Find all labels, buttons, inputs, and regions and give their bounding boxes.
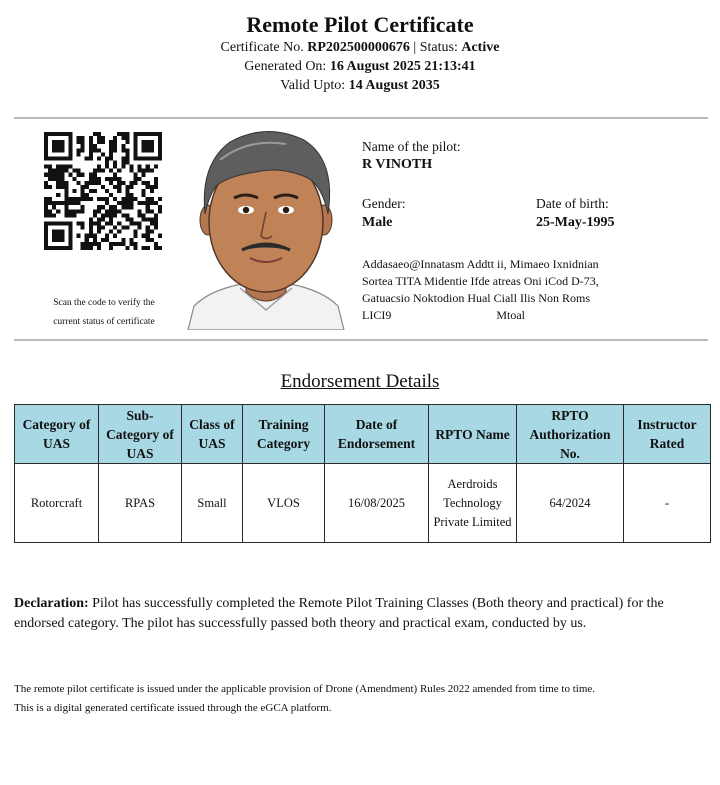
column-header: RPTO Authorization No. xyxy=(517,405,624,464)
page-title: Remote Pilot Certificate xyxy=(246,12,474,37)
pilot-name: R VINOTH xyxy=(362,157,433,172)
table-header-row xyxy=(15,405,711,464)
separator: | xyxy=(413,40,420,55)
declaration xyxy=(14,594,706,634)
generated-label: Generated On: xyxy=(244,59,327,74)
valid-label: Valid Upto: xyxy=(280,78,346,93)
table-row xyxy=(15,464,711,543)
generated-on: 16 August 2025 21:13:41 xyxy=(329,59,476,74)
qr-caption xyxy=(24,294,184,332)
gender-label: Gender: xyxy=(362,196,406,211)
certificate-number-line xyxy=(0,38,720,57)
pilot-photo xyxy=(186,124,346,330)
divider-top xyxy=(14,117,708,119)
certificate-header xyxy=(0,12,720,95)
column-header: Category of UAS xyxy=(15,405,99,464)
footer-line1: The remote pilot certificate is issued under the applicable provision of Drone (Amendment) Rules 2022 amended from time to time. xyxy=(14,683,596,695)
column-header: RPTO Name xyxy=(429,405,517,464)
declaration-text: Pilot has successfully completed the Remote Pilot Training Classes (Both theory and practical) for the endorsed category. The pilot has successfully passed both theory and practical exam, conducted by us. xyxy=(14,596,664,631)
table-cell: 16/08/2025 xyxy=(325,464,429,543)
footer-note xyxy=(14,680,714,718)
certificate-number-label: Certificate No. xyxy=(220,40,304,55)
column-header: Class of UAS xyxy=(182,405,243,464)
qr-caption-line2: current status of certificate xyxy=(53,317,155,327)
endorsement-title: Endorsement Details xyxy=(280,371,440,392)
table-cell: RPAS xyxy=(99,464,182,543)
dob-label: Date of birth: xyxy=(536,196,609,211)
table-cell: VLOS xyxy=(243,464,325,543)
column-header: Instructor Rated xyxy=(624,405,711,464)
divider-middle xyxy=(14,339,708,341)
column-header: Training Category xyxy=(243,405,325,464)
qr-caption-line1: Scan the code to verify the xyxy=(53,298,155,308)
table-cell: 64/2024 xyxy=(517,464,624,543)
qr-code[interactable] xyxy=(44,132,162,250)
table-cell: Rotorcraft xyxy=(15,464,99,543)
name-label: Name of the pilot: xyxy=(362,139,461,154)
certificate-number: RP202500000676 xyxy=(307,40,410,55)
gender-value: Male xyxy=(362,215,393,230)
status-label: Status: xyxy=(419,40,458,55)
table-cell: Small xyxy=(182,464,243,543)
declaration-label: Declaration: xyxy=(14,596,89,611)
valid-line xyxy=(0,76,720,95)
endorsement-table xyxy=(14,404,711,543)
valid-upto: 14 August 2035 xyxy=(348,78,440,93)
pilot-address: Addasaeo@Innatasm Addtt ii, Mimaeo Ixnidnian Sortea TITA Midentie Ifde atreas Oni iCod D-73, Gatuacsio Noktodion Hual Ciall Ilis Non Roms LICI9 Mtoal xyxy=(362,257,599,322)
column-header: Sub-Category of UAS xyxy=(99,405,182,464)
dob-value: 25-May-1995 xyxy=(536,215,615,230)
status-value: Active xyxy=(461,40,500,55)
generated-line xyxy=(0,57,720,76)
footer-line2: This is a digital generated certificate issued through the eGCA platform. xyxy=(14,702,332,714)
column-header: Date of Endorsement xyxy=(325,405,429,464)
table-cell: Aerdroids Technology Private Limited xyxy=(429,464,517,543)
table-cell: - xyxy=(624,464,711,543)
